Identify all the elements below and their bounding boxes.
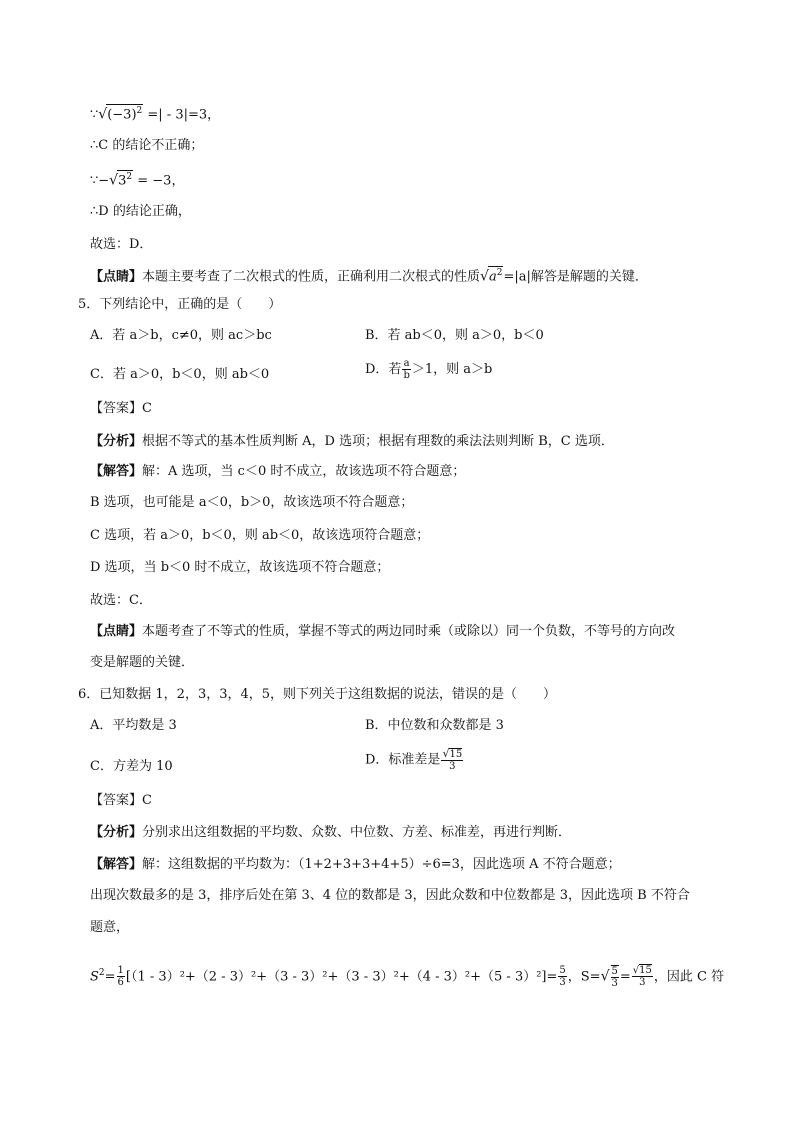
prev-line-2: ∴C 的结论不正确； xyxy=(90,138,204,153)
q6-option-d: D．标准差是 $\frac{√15}{3}$ xyxy=(365,747,463,772)
q5-option-a: A．若 a＞b，c≠0，则 ac＞bc xyxy=(90,328,272,343)
q5-solution-1: 【解答】解：A 选项，当 c＜0 时不成立，故该选项不符合题意； xyxy=(90,464,466,479)
q6-answer: 【答案】C xyxy=(90,793,152,808)
q6-stem: 6．已知数据 1，2，3，3，4，5，则下列关于这组数据的说法，错误的是（ ） xyxy=(78,687,557,702)
q5-solution-3: C 选项，若 a＞0，b＜0，则 ab＜0，故该选项符合题意； xyxy=(90,528,430,543)
q5-solution-2: B 选项，也可能是 a＜0，b＞0，故该选项不符合题意； xyxy=(90,495,414,510)
q6-option-b: B．中位数和众数都是 3 xyxy=(365,718,504,733)
q5-stem: 5．下列结论中，正确的是（ ） xyxy=(78,297,282,312)
q5-analysis: 【分析】根据不等式的基本性质判断 A，D 选项；根据有理数的乘法法则判断 B，C 选项． xyxy=(90,434,614,449)
q6-analysis: 【分析】分别求出这组数据的平均数、众数、中位数、方差、标准差，再进行判断． xyxy=(90,825,572,840)
q5-tip-1: 【点睛】本题考查了不等式的性质，掌握不等式的两边同时乘（或除以）同一个负数，不等号的方向改 xyxy=(90,624,676,639)
q5-option-b: B．若 ab＜0，则 a＞0，b＜0 xyxy=(365,328,544,343)
q6-solution-1: 【解答】解：这组数据的平均数为：（1+2+3+3+4+5）÷6=3，因此选项 A 不符合题意； xyxy=(90,857,621,872)
q5-option-c: C．若 a＞0，b＜0，则 ab＜0 xyxy=(90,367,270,382)
prev-line-4: ∴D 的结论正确， xyxy=(90,204,191,219)
prev-tip: 【点睛】本题主要考查了二次根式的性质，正确利用二次根式的性质$√a^2=|a|$解答是解题的关键． xyxy=(90,268,648,285)
q6-solution-2: 出现次数最多的是 3，排序后处在第 3、4 位的数都是 3，因此众数和中位数都是 3，因此选项 B 不符合 xyxy=(90,888,690,903)
prev-line-1: $\because√(-3)^2$ =| - 3|=3， xyxy=(90,106,221,123)
q5-solution-4: D 选项，当 b＜0 时不成立，故该选项不符合题意； xyxy=(90,560,390,575)
q5-answer: 【答案】C xyxy=(90,401,152,416)
q5-option-d: D．若 $\frac{a}{b}$ ＞1，则 a＞b xyxy=(365,358,493,381)
q5-solution-5: 故选：C． xyxy=(90,593,152,608)
prev-line-5: 故选：D． xyxy=(90,237,153,252)
tip-label: 【点睛】 xyxy=(90,269,143,285)
q6-variance-line: $S^2=$ $\frac{1}{6}$ [（1 - 3）²+（2 - 3）²+（3 - 3）²+（3 - 3）²+（4 - 3）²+（5 - 3）²]= $\frac{5}{3}$ ，S=√ $\frac{5}{3}$ = $\frac{√15}{3}$ ，因此 C 符 xyxy=(90,965,725,989)
prev-line-3: $\because-√3^2 = -3$， xyxy=(90,172,185,189)
q5-tip-2: 变是解题的关键． xyxy=(90,655,195,670)
q6-option-a: A．平均数是 3 xyxy=(90,718,177,733)
q6-option-c: C．方差为 10 xyxy=(90,759,173,774)
q6-solution-3: 题意， xyxy=(90,920,130,935)
